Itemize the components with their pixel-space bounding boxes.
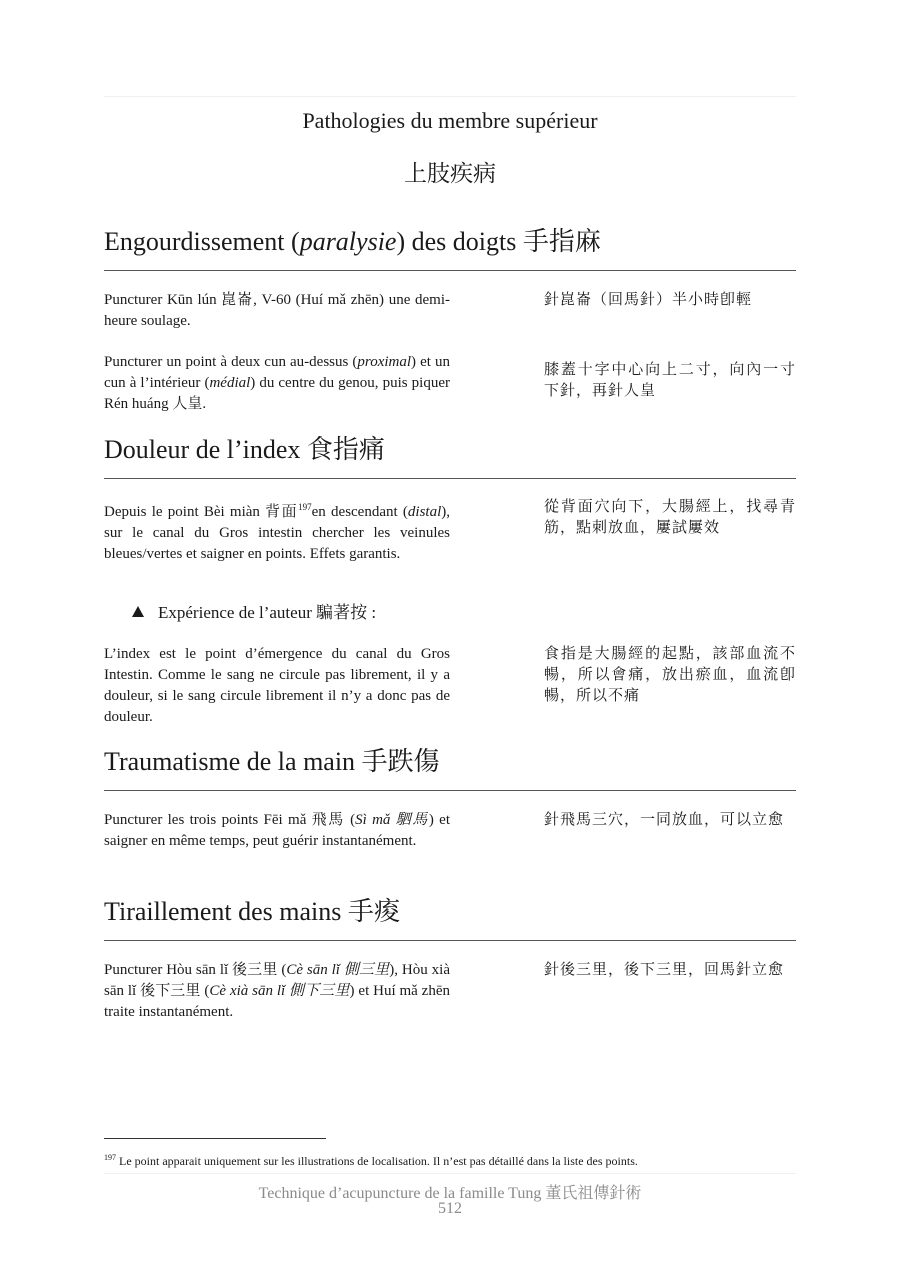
- french-paragraph: Puncturer les trois points Fēi mǎ 飛馬 (Sì mǎ 駟馬) et saigner en même temps, peut guérir instantanément.: [104, 812, 450, 849]
- french-paragraph: L’index est le point d’émergence du canal du Gros Intestin. Comme le sang ne circule pas librement, il y a douleur, si le sang circule librement il n’y a donc pas de douleur.: [104, 646, 450, 725]
- section-heading: Douleur de l’index 食指痛: [104, 434, 796, 479]
- chapter-title-chinese: 上肢疾病: [404, 161, 496, 186]
- section-heading: Tiraillement des mains 手痠: [104, 896, 796, 941]
- chinese-paragraph: 針後三里，後下三里，回馬針立愈: [544, 962, 785, 978]
- page-number: 512: [438, 1200, 462, 1217]
- running-footer: Technique d’acupuncture de la famille Tung 董氏祖傳針術: [258, 1185, 642, 1202]
- heading-text: ) des doigts 手指麻: [396, 227, 601, 256]
- french-paragraph: Depuis le point Bèi miàn 背面$^{197}$en descendant (distal), sur le canal du Gros intestin chercher les veinules bleues/vertes et saigner en points. Effets garantis.: [104, 502, 450, 562]
- chinese-paragraph: 膝蓋十字中心向上二寸，向內一寸下針，再針人皇: [544, 362, 796, 399]
- section-heading: Traumatisme de la main 手跌傷: [104, 746, 796, 791]
- footnote: [104, 1150, 796, 1169]
- french-paragraph: Puncturer un point à deux cun au-dessus (proximal) et un cun à l’intérieur (médial) du centre du genou, puis piquer Rén huáng 人皇.: [104, 354, 450, 412]
- section-engourdissement: [104, 226, 796, 271]
- chinese-paragraph: 食指是大腸經的起點，該部血流不暢，所以會痛，放出瘀血，血流卽暢，所以不痛: [544, 646, 796, 704]
- heading-text: Engourdissement (: [104, 227, 300, 256]
- chinese-paragraph: 針崑崙（回馬針）半小時卽輕: [544, 292, 753, 308]
- triangle-bullet-icon: [132, 606, 144, 617]
- author-note-heading: [132, 598, 376, 623]
- french-paragraph: Puncturer Hòu sān lǐ 後三里 (Cè sān lǐ 側三里), Hòu xià sān lǐ 後下三里 (Cè xià sān lǐ 側下三里) et Huí mǎ zhēn traite instantanément.: [104, 962, 450, 1020]
- french-paragraph: Puncturer Kūn lún 崑崙, V-60 (Huí mǎ zhēn) une demi-heure soulage.: [104, 292, 450, 329]
- section-tiraillement: [104, 896, 796, 941]
- footnote-text: Le point apparait uniquement sur les illustrations de localisation. Il n’est pas détaillé dans la liste des points.: [116, 1154, 638, 1168]
- footnote-number: 197: [104, 1153, 116, 1162]
- heading-emphasis: paralysie: [299, 227, 397, 256]
- footnote-rule: [104, 1138, 326, 1139]
- chinese-paragraph: 針飛馬三穴，一同放血，可以立愈: [544, 812, 785, 828]
- chapter-title: Pathologies du membre supérieur: [302, 108, 598, 133]
- top-rule: [104, 96, 796, 97]
- section-traumatisme: [104, 746, 796, 791]
- author-note-label: Expérience de l’auteur 騙著按 :: [158, 603, 377, 622]
- footer-rule: [104, 1173, 796, 1174]
- chinese-paragraph: 從背面穴向下，大腸經上，找尋青筋，點刺放血，屢試屢效: [544, 499, 796, 536]
- section-heading: [104, 226, 796, 271]
- section-douleur-index: [104, 434, 796, 479]
